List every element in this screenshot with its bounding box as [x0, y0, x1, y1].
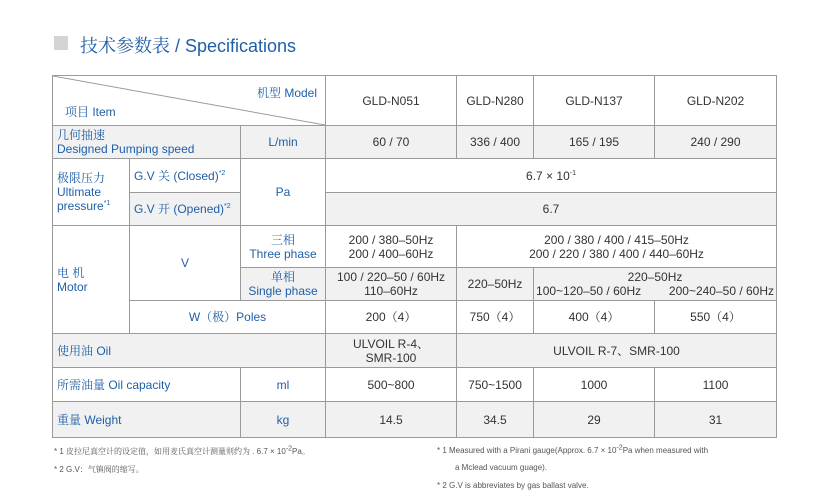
capacity-n280: 750~1500 [457, 368, 534, 402]
weight-n202: 31 [655, 402, 777, 438]
poles-label: W（极）Poles [130, 301, 326, 334]
ultimate-pressure-label: 极限压力 Ultimate pressure$^{*1}$ [53, 159, 130, 226]
poles-n137: 400（4） [534, 301, 655, 334]
single-phase-n051: 100 / 220–50 / 60Hz 110–60Hz [326, 268, 457, 301]
single-phase-n137: 100~120–50 / 60Hz [536, 284, 642, 298]
single-phase-n280: 220–50Hz [457, 268, 534, 301]
three-phase-others: 200 / 380 / 400 / 415–50Hz 200 / 220 / 380 / 400 / 440–60Hz [457, 226, 777, 268]
weight-n051: 14.5 [326, 402, 457, 438]
gv-opened-label: G.V 开 (Opened)$^{*2}$ [130, 193, 241, 226]
model-gld-n051: GLD-N051 [326, 76, 457, 126]
model-label: 机型 Model [256, 86, 318, 100]
oil-capacity-unit: ml [241, 368, 326, 402]
oil-n051: ULVOIL R-4、 SMR-100 [326, 334, 457, 368]
weight-n280: 34.5 [457, 402, 534, 438]
gv-closed-label: G.V 关 (Closed)$^{*2}$ [130, 159, 241, 193]
capacity-n202: 1100 [655, 368, 777, 402]
pumping-speed-label: 几何抽速 Designed Pumping speed [53, 126, 241, 159]
title-square-icon [54, 36, 68, 50]
motor-label: 电 机 Motor [53, 226, 130, 334]
pressure-closed-value: $6.7 \times 10^{-1}$ [326, 159, 777, 193]
note-cn-2: * 2 G.V：气镇阀的缩写。 [54, 465, 144, 474]
pressure-unit: Pa [241, 159, 326, 226]
note-en-2: * 2 G.V is abbreviates by gas ballast valve. [437, 481, 589, 490]
page-title: 技术参数表 / Specifications [80, 36, 297, 56]
weight-unit: kg [241, 402, 326, 438]
poles-n202: 550（4） [655, 301, 777, 334]
pressure-opened-value: 6.7 [326, 193, 777, 226]
pumping-speed-unit: L/min [241, 126, 326, 159]
poles-n280: 750（4） [457, 301, 534, 334]
header-diagonal-cell [53, 76, 326, 126]
single-phase-label: 单相 Single phase [241, 268, 326, 301]
note-en-1-cont: a Mclead vacuum guage). [455, 463, 548, 472]
spec-table [52, 75, 777, 438]
note-cn-1: * 1 皮拉尼真空计的设定值，如用麦氏真空计测量则约为 . $6.7 \times 10^{-2}Pa$。 [54, 445, 310, 456]
pumping-n202: 240 / 290 [655, 126, 777, 159]
single-phase-n137-n202: 220–50Hz 100~120–50 / 60Hz 200~240–50 / 60Hz [534, 268, 777, 301]
model-gld-n280: GLD-N280 [457, 76, 534, 126]
weight-label: 重量 Weight [53, 402, 241, 438]
model-gld-n202: GLD-N202 [655, 76, 777, 126]
note-en-1: * 1 Measured with a Pirani gauge(Approx. $6.7 \times 10^{-2}Pa$ when measured with [437, 444, 709, 455]
pumping-n137: 165 / 195 [534, 126, 655, 159]
poles-n051: 200（4） [326, 301, 457, 334]
item-label: 项目 Item [65, 105, 116, 119]
model-gld-n137: GLD-N137 [534, 76, 655, 126]
oil-capacity-label: 所需油量 Oil capacity [53, 368, 241, 402]
pumping-n280: 336 / 400 [457, 126, 534, 159]
single-phase-n202: 200~240–50 / 60Hz [668, 284, 775, 298]
oil-label: 使用油 Oil [53, 334, 326, 368]
motor-voltage-unit: V [130, 226, 241, 301]
weight-n137: 29 [534, 402, 655, 438]
three-phase-n051: 200 / 380–50Hz 200 / 400–60Hz [326, 226, 457, 268]
capacity-n137: 1000 [534, 368, 655, 402]
oil-others: ULVOIL R-7、SMR-100 [457, 334, 777, 368]
three-phase-label: 三相 Three phase [241, 226, 326, 268]
capacity-n051: 500~800 [326, 368, 457, 402]
pumping-n051: 60 / 70 [326, 126, 457, 159]
